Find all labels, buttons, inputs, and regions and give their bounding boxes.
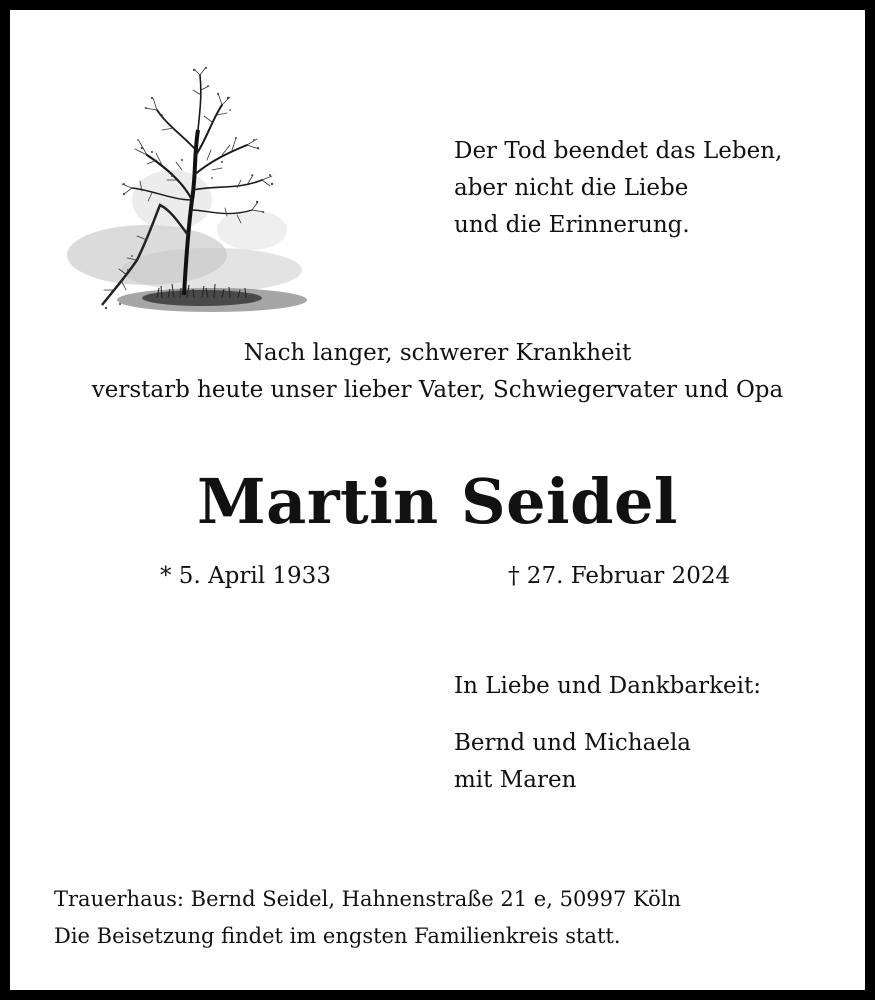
quote-line-1: Der Tod beendet das Leben, xyxy=(454,138,783,164)
mourner-line-1: Bernd und Michaela xyxy=(454,730,692,756)
birth-date: * 5. April 1933 xyxy=(160,563,331,589)
footer xyxy=(54,881,681,955)
obituary-notice xyxy=(10,10,865,990)
mourners xyxy=(454,725,691,799)
mourning-house-address: Trauerhaus: Bernd Seidel, Hahnenstraße 21 e, 50997 Köln xyxy=(54,887,682,911)
intro-line-2: verstarb heute unser lieber Vater, Schwiegervater und Opa xyxy=(91,377,784,403)
intro-line-1: Nach langer, schwerer Krankheit xyxy=(243,340,632,366)
tree-icon xyxy=(62,60,312,340)
mourner-line-2: mit Maren xyxy=(454,767,577,793)
quote-line-2: aber nicht die Liebe xyxy=(454,175,689,201)
death-date: † 27. Februar 2024 xyxy=(508,563,731,589)
burial-note: Die Beisetzung findet im engsten Familienkreis statt. xyxy=(54,924,621,948)
deceased-name: Martin Seidel xyxy=(197,465,678,538)
memorial-quote xyxy=(454,133,782,244)
signoff: In Liebe und Dankbarkeit: xyxy=(454,673,761,699)
quote-line-3: und die Erinnerung. xyxy=(454,212,690,238)
death-announcement xyxy=(10,335,865,409)
